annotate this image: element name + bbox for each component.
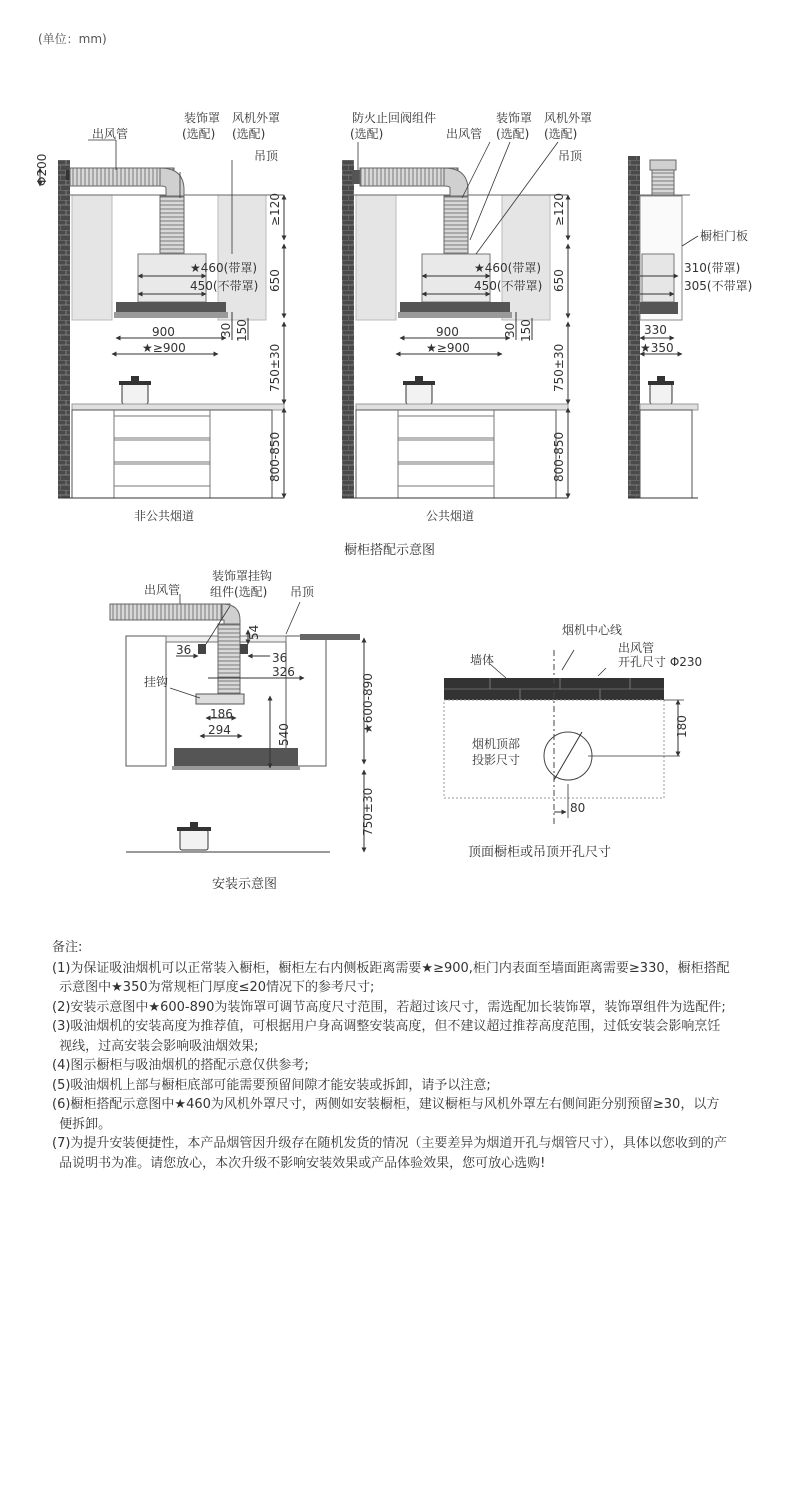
base-cabinet: [640, 410, 692, 498]
label-decor-optional-2: (选配): [496, 127, 530, 141]
dim-h800: 800-850: [268, 431, 282, 482]
dim-d36a: 36: [176, 643, 192, 657]
label-outlet-pipe: 出风管: [92, 127, 129, 141]
note-item-2: (2)安装示意图中★600-890为装饰罩可调节高度尺寸范围，若超过该尺寸，需选配加长装饰罩，装饰罩组件为选配件;: [52, 999, 726, 1015]
title-private-flue: 非公共烟道: [134, 509, 195, 523]
hood-base: [196, 694, 244, 704]
brick-wall: [58, 160, 70, 498]
dim-h800-2: 800-850: [552, 431, 566, 482]
vertical-duct: [218, 624, 240, 694]
cabinet-right: [286, 636, 326, 766]
base-cabinet: [356, 410, 556, 498]
dim-d30-2: 30: [503, 322, 517, 338]
dim-ge900-2: ★≥900: [426, 341, 470, 355]
hood-panel: [400, 302, 510, 312]
dim-w450: 450(不带罩): [190, 279, 259, 293]
fan-cover: [642, 254, 674, 302]
upper-cabinet-left: [356, 195, 396, 320]
outlet-duct: [360, 168, 458, 186]
dim-d540: 540: [277, 723, 291, 746]
label-fire-valve: 防火止回阀组件: [352, 111, 437, 125]
note-item-4: (4)图示橱柜与吸油烟机的搭配示意仅供参考;: [52, 1058, 309, 1073]
hood-panel: [174, 748, 298, 768]
installation-sketch: [110, 594, 364, 852]
dim-d186: 186: [210, 707, 233, 721]
dim-phi200: Φ200: [35, 153, 49, 186]
pot-icon: [122, 384, 148, 404]
dim-d310: 310(带罩): [684, 261, 741, 275]
note-item-6: (6)橱柜搭配示意图中★460为风机外罩尺寸，两侧如安装橱柜，建议橱柜与风机外罩左右侧间距分别预留≥30，以方便拆卸。: [52, 1097, 720, 1132]
dim-h750: 750±30: [268, 343, 282, 392]
dim-w450-2: 450(不带罩): [474, 279, 543, 293]
dim-d350: ★350: [640, 341, 674, 355]
dim-ge120-2: ≥120: [552, 193, 566, 226]
hood-panel: [640, 302, 678, 314]
note-item-7: (7)为提升安装便捷性，本产品烟管因升级存在随机发货的情况（主要差异为烟道开孔与烟管尺寸），具体以您收到的产品说明书为准。请您放心，本次升级不影响安装效果或产品体验效果，您可放心选购!: [52, 1136, 727, 1171]
label-outlet-hole-1: 出风管: [618, 641, 655, 655]
pot-icon: [650, 384, 672, 404]
fire-valve: [352, 170, 360, 184]
note-item-1: (1)为保证吸油烟机可以正常装入橱柜，橱柜左右内侧板距离需要★≥900,柜门内表面至墙面距离需要≥330，橱柜搭配示意图中★350为常规柜门厚度≤20情况下的参考尺寸;: [52, 960, 730, 995]
cabinet-diagram-public-flue: [342, 142, 568, 498]
brick-wall: [628, 156, 640, 498]
counter-top: [640, 404, 698, 410]
label-ceiling: 吊顶: [254, 149, 279, 163]
label-ceiling-3: 吊顶: [290, 585, 315, 599]
pot-icon: [406, 384, 432, 404]
label-projection-1: 烟机顶部: [472, 737, 521, 751]
dim-d326: 326: [272, 665, 295, 679]
label-decor-cover-2: 装饰罩: [496, 111, 533, 125]
notes-title: 备注:: [52, 940, 83, 955]
hook-left: [198, 644, 206, 654]
note-item-3: (3)吸油烟机的安装高度为推荐值，可根据用户身高调整安装高度，但不建议超过推荐高度范围，过低安装会影响烹饪视线，过高安装会影响吸油烟效果;: [52, 1019, 721, 1054]
dim-d150-2: 150: [519, 319, 533, 342]
label-projection-2: 投影尺寸: [472, 753, 521, 767]
pot-icon: [180, 830, 208, 850]
base-cabinet: [72, 410, 272, 498]
upper-cabinet-left: [72, 195, 112, 320]
label-ceiling-2: 吊顶: [558, 149, 583, 163]
hood-panel: [116, 302, 226, 312]
notes-section: [52, 938, 732, 1173]
label-outlet-hole-2: 开孔尺寸 Φ230: [618, 655, 703, 669]
outlet-duct: [110, 604, 230, 620]
label-fan-cover-2: 风机外罩: [544, 111, 593, 125]
label-hook: 挂钩: [144, 675, 169, 689]
note-item-5: (5)吸油烟机上部与橱柜底部可能需要预留间隙才能安装或拆卸，请予以注意;: [52, 1077, 491, 1093]
dim-d80: 80: [570, 801, 586, 815]
dim-h650-2: 650: [552, 269, 566, 292]
dim-w460: ★460(带罩): [190, 261, 258, 275]
cabinet-left: [126, 636, 169, 766]
dim-d330: 330: [644, 323, 667, 337]
dim-w900-2: 900: [436, 325, 459, 339]
caption-opening: 顶面橱柜或吊顶开孔尺寸: [468, 845, 612, 860]
label-decor-optional: (选配): [182, 127, 216, 141]
label-fan-cover: 风机外罩: [232, 111, 281, 125]
vertical-duct: [160, 196, 184, 254]
dim-d30: 30: [219, 322, 233, 338]
counter-top: [356, 404, 568, 410]
counter-top: [72, 404, 284, 410]
label-outlet-pipe-3: 出风管: [144, 583, 181, 597]
dim-d36b: 36: [272, 651, 288, 665]
label-fire-valve-optional: (选配): [350, 127, 384, 141]
unit-label: (单位：mm): [38, 32, 107, 46]
dim-d305: 305(不带罩): [684, 279, 753, 293]
dim-d180: 180: [675, 715, 689, 738]
vertical-duct: [444, 196, 468, 254]
label-fan-optional: (选配): [232, 127, 266, 141]
dim-h600: ★600-890: [361, 673, 375, 734]
hook-right: [240, 644, 248, 654]
ceiling-plate: [300, 634, 360, 640]
dim-h750-3: 750±30: [361, 787, 375, 836]
dim-ge120: ≥120: [268, 193, 282, 226]
label-hook-assembly-2: 组件(选配): [210, 585, 268, 599]
outlet-duct: [70, 168, 174, 186]
dim-ge900: ★≥900: [142, 341, 186, 355]
label-fan-optional-2: (选配): [544, 127, 578, 141]
label-outlet-pipe-2: 出风管: [446, 127, 483, 141]
dim-w900: 900: [152, 325, 175, 339]
dim-h650: 650: [268, 269, 282, 292]
label-center-line: 烟机中心线: [562, 623, 623, 637]
title-public-flue: 公共烟道: [426, 509, 475, 523]
label-cabinet-door: 橱柜门板: [700, 229, 749, 243]
label-decor-cover: 装饰罩: [184, 111, 221, 125]
dim-d150: 150: [235, 319, 249, 342]
dim-d294: 294: [208, 723, 231, 737]
brick-wall: [342, 160, 354, 498]
caption-install: 安装示意图: [212, 877, 278, 892]
upper-cabinet-right: [502, 195, 550, 320]
label-hook-assembly-1: 装饰罩挂钩: [212, 569, 273, 583]
label-wall: 墙体: [470, 653, 495, 667]
upper-cabinet-right: [218, 195, 266, 320]
dim-w460-2: ★460(带罩): [474, 261, 542, 275]
dim-d54: 54: [247, 624, 261, 640]
caption-cabinet: 橱柜搭配示意图: [344, 543, 436, 558]
cabinet-diagram-private-flue: [40, 140, 284, 498]
dim-h750-2: 750±30: [552, 343, 566, 392]
